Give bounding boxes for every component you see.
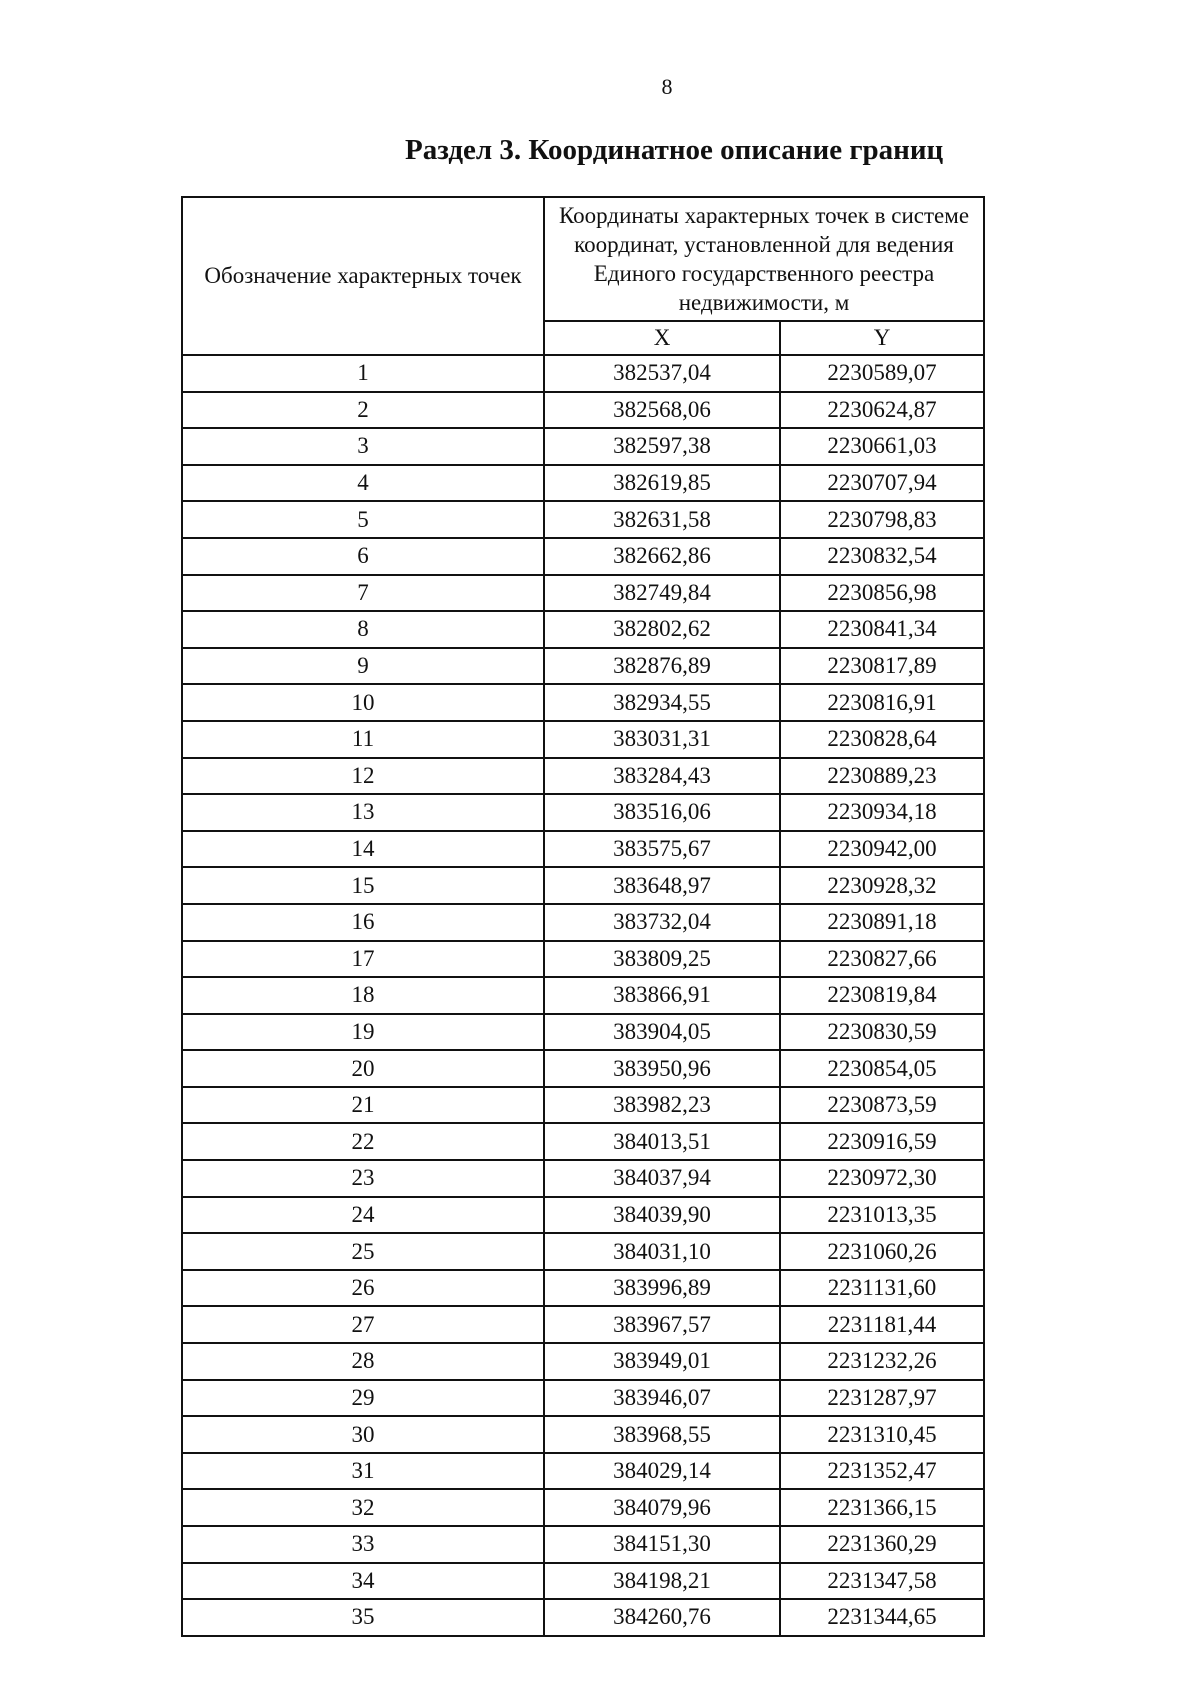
y-cell: 2231232,26 — [780, 1343, 984, 1380]
x-cell: 382568,06 — [544, 392, 780, 429]
table-row — [182, 501, 984, 538]
x-cell: 383809,25 — [544, 941, 780, 978]
point-cell: 14 — [182, 831, 544, 868]
point-cell: 5 — [182, 501, 544, 538]
y-cell: 2231131,60 — [780, 1270, 984, 1307]
point-cell: 15 — [182, 867, 544, 904]
table-row — [182, 904, 984, 941]
table-row — [182, 611, 984, 648]
table-row — [182, 1233, 984, 1270]
point-cell: 12 — [182, 758, 544, 795]
y-cell: 2230873,59 — [780, 1087, 984, 1124]
point-cell: 32 — [182, 1489, 544, 1526]
table-row — [182, 1197, 984, 1234]
table-row — [182, 684, 984, 721]
table-row — [182, 1380, 984, 1417]
x-cell: 383946,07 — [544, 1380, 780, 1417]
point-cell: 22 — [182, 1123, 544, 1160]
x-cell: 382619,85 — [544, 465, 780, 502]
x-cell: 383031,31 — [544, 721, 780, 758]
header-point-designation: Обозначение характерных точек — [182, 197, 544, 355]
table-row — [182, 1453, 984, 1490]
y-cell: 2230830,59 — [780, 1014, 984, 1051]
x-cell: 384151,30 — [544, 1526, 780, 1563]
table-row — [182, 465, 984, 502]
table-row — [182, 941, 984, 978]
point-cell: 34 — [182, 1563, 544, 1600]
point-cell: 4 — [182, 465, 544, 502]
point-cell: 16 — [182, 904, 544, 941]
table-row — [182, 648, 984, 685]
table-row — [182, 1416, 984, 1453]
point-cell: 30 — [182, 1416, 544, 1453]
y-cell: 2230854,05 — [780, 1050, 984, 1087]
x-cell: 383732,04 — [544, 904, 780, 941]
point-cell: 2 — [182, 392, 544, 429]
y-cell: 2230841,34 — [780, 611, 984, 648]
x-cell: 382749,84 — [544, 575, 780, 612]
point-cell: 11 — [182, 721, 544, 758]
point-cell: 1 — [182, 355, 544, 392]
y-cell: 2231310,45 — [780, 1416, 984, 1453]
x-cell: 383950,96 — [544, 1050, 780, 1087]
x-cell: 383968,55 — [544, 1416, 780, 1453]
table-row — [182, 1087, 984, 1124]
table-row — [182, 1306, 984, 1343]
table-row — [182, 1599, 984, 1636]
point-cell: 24 — [182, 1197, 544, 1234]
point-cell: 29 — [182, 1380, 544, 1417]
point-cell: 21 — [182, 1087, 544, 1124]
table-row — [182, 355, 984, 392]
point-cell: 25 — [182, 1233, 544, 1270]
table-row — [182, 1270, 984, 1307]
section-title: Раздел 3. Координатное описание границ — [405, 134, 944, 166]
table-row — [182, 1050, 984, 1087]
point-cell: 7 — [182, 575, 544, 612]
x-cell: 382597,38 — [544, 428, 780, 465]
y-cell: 2231366,15 — [780, 1489, 984, 1526]
y-cell: 2230819,84 — [780, 977, 984, 1014]
table-row — [182, 721, 984, 758]
point-cell: 6 — [182, 538, 544, 575]
y-cell: 2230798,83 — [780, 501, 984, 538]
table-row — [182, 1526, 984, 1563]
x-cell: 383967,57 — [544, 1306, 780, 1343]
x-cell: 382662,86 — [544, 538, 780, 575]
table-row — [182, 392, 984, 429]
table-row — [182, 977, 984, 1014]
table-row — [182, 1160, 984, 1197]
y-cell: 2230661,03 — [780, 428, 984, 465]
y-cell: 2230916,59 — [780, 1123, 984, 1160]
y-cell: 2230817,89 — [780, 648, 984, 685]
x-cell: 383284,43 — [544, 758, 780, 795]
x-cell: 383904,05 — [544, 1014, 780, 1051]
table-row — [182, 1343, 984, 1380]
x-cell: 382631,58 — [544, 501, 780, 538]
table-row — [182, 1123, 984, 1160]
x-cell: 384037,94 — [544, 1160, 780, 1197]
page-number: 8 — [661, 74, 673, 99]
point-cell: 20 — [182, 1050, 544, 1087]
table-row — [182, 1014, 984, 1051]
header-coordinates: Координаты характерных точек в системе координат, установленной для ведения Единого государственного реестра недвижимости, м — [544, 197, 984, 321]
table-row — [182, 575, 984, 612]
coordinates-table — [181, 196, 985, 1637]
x-cell: 383516,06 — [544, 794, 780, 831]
table-row — [182, 867, 984, 904]
x-cell: 383648,97 — [544, 867, 780, 904]
x-cell: 383575,67 — [544, 831, 780, 868]
table-row — [182, 831, 984, 868]
y-cell: 2230707,94 — [780, 465, 984, 502]
y-cell: 2230928,32 — [780, 867, 984, 904]
y-cell: 2230856,98 — [780, 575, 984, 612]
y-cell: 2231013,35 — [780, 1197, 984, 1234]
y-cell: 2230589,07 — [780, 355, 984, 392]
table-row — [182, 428, 984, 465]
table-row — [182, 1489, 984, 1526]
table-row — [182, 1563, 984, 1600]
point-cell: 28 — [182, 1343, 544, 1380]
point-cell: 8 — [182, 611, 544, 648]
y-cell: 2230889,23 — [780, 758, 984, 795]
y-cell: 2231360,29 — [780, 1526, 984, 1563]
x-cell: 382537,04 — [544, 355, 780, 392]
y-cell: 2231181,44 — [780, 1306, 984, 1343]
point-cell: 26 — [182, 1270, 544, 1307]
point-cell: 35 — [182, 1599, 544, 1636]
y-cell: 2230828,64 — [780, 721, 984, 758]
x-cell: 383949,01 — [544, 1343, 780, 1380]
point-cell: 18 — [182, 977, 544, 1014]
y-cell: 2230934,18 — [780, 794, 984, 831]
y-cell: 2231287,97 — [780, 1380, 984, 1417]
header-x: X — [544, 321, 780, 355]
point-cell: 27 — [182, 1306, 544, 1343]
point-cell: 3 — [182, 428, 544, 465]
x-cell: 383866,91 — [544, 977, 780, 1014]
table-row — [182, 758, 984, 795]
x-cell: 383996,89 — [544, 1270, 780, 1307]
x-cell: 382934,55 — [544, 684, 780, 721]
x-cell: 384079,96 — [544, 1489, 780, 1526]
table-row — [182, 794, 984, 831]
x-cell: 384260,76 — [544, 1599, 780, 1636]
point-cell: 17 — [182, 941, 544, 978]
table-body — [182, 355, 984, 1636]
point-cell: 19 — [182, 1014, 544, 1051]
x-cell: 384013,51 — [544, 1123, 780, 1160]
y-cell: 2230942,00 — [780, 831, 984, 868]
y-cell: 2231347,58 — [780, 1563, 984, 1600]
x-cell: 383982,23 — [544, 1087, 780, 1124]
y-cell: 2230827,66 — [780, 941, 984, 978]
y-cell: 2231344,65 — [780, 1599, 984, 1636]
x-cell: 382802,62 — [544, 611, 780, 648]
x-cell: 384031,10 — [544, 1233, 780, 1270]
y-cell: 2230972,30 — [780, 1160, 984, 1197]
point-cell: 33 — [182, 1526, 544, 1563]
point-cell: 13 — [182, 794, 544, 831]
x-cell: 384198,21 — [544, 1563, 780, 1600]
header-y: Y — [780, 321, 984, 355]
point-cell: 10 — [182, 684, 544, 721]
x-cell: 384039,90 — [544, 1197, 780, 1234]
x-cell: 382876,89 — [544, 648, 780, 685]
y-cell: 2230891,18 — [780, 904, 984, 941]
y-cell: 2231352,47 — [780, 1453, 984, 1490]
table-row — [182, 538, 984, 575]
point-cell: 31 — [182, 1453, 544, 1490]
x-cell: 384029,14 — [544, 1453, 780, 1490]
point-cell: 23 — [182, 1160, 544, 1197]
point-cell: 9 — [182, 648, 544, 685]
y-cell: 2230624,87 — [780, 392, 984, 429]
y-cell: 2231060,26 — [780, 1233, 984, 1270]
y-cell: 2230832,54 — [780, 538, 984, 575]
y-cell: 2230816,91 — [780, 684, 984, 721]
